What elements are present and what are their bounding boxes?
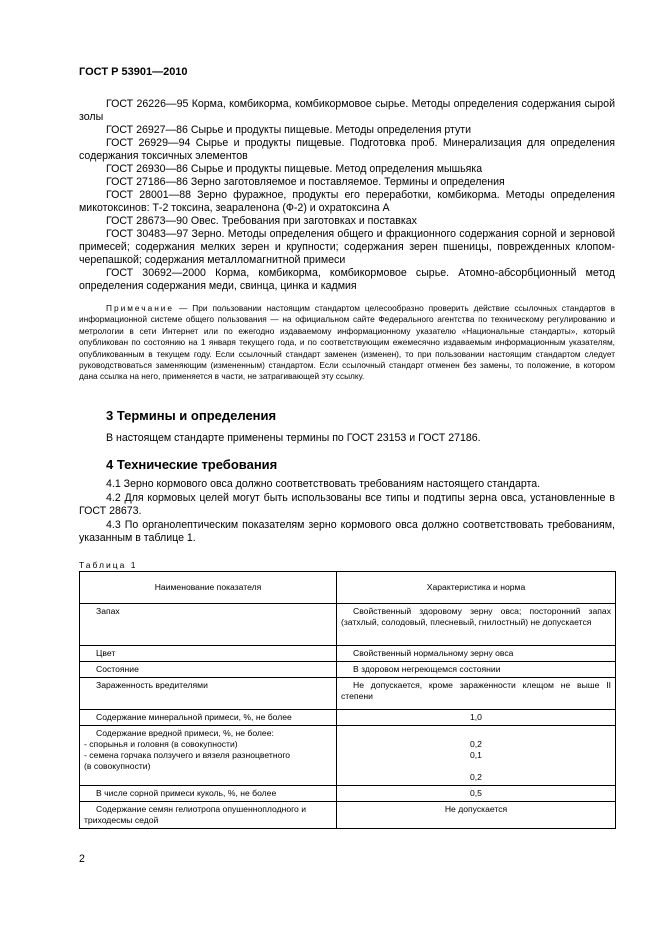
note-paragraph: [79, 303, 615, 383]
table-header-cell: Наименование показателя: [80, 572, 337, 604]
section-4-paragraph: 4.2 Для кормовых целей могут быть использованы все типы и подтипы зерна овса, установленные в ГОСТ 28673.: [79, 491, 615, 517]
note-label: Примечание: [106, 303, 175, 313]
reference-item: ГОСТ 26927—86 Сырье и продукты пищевые. Методы определения ртути: [106, 124, 472, 136]
table-cell: Состояние: [80, 662, 337, 678]
reference-item: ГОСТ 30692—2000 Корма, комбикорма, комбикормовое сырье. Атомно-абсорбционный метод определения содержания меди, свинца, цинка и кадмия: [79, 267, 615, 292]
table-cell: [80, 726, 337, 786]
table-cell: Зараженность вредителями: [80, 678, 337, 710]
normative-references: [79, 98, 615, 293]
table-row: [80, 786, 616, 802]
table-cell: 0,5: [337, 786, 616, 802]
table-value: 0,2: [470, 772, 482, 782]
section-3-heading: 3 Термины и определения: [106, 408, 277, 423]
reference-item: ГОСТ 28673—90 Овес. Требования при заготовках и поставках: [106, 215, 417, 227]
table-cell: Содержание минеральной примеси, %, не более: [80, 710, 337, 726]
section-4-heading: 4 Технические требования: [106, 457, 278, 472]
reference-item: ГОСТ 26226—95 Корма, комбикорма, комбикормовое сырье. Методы определения содержания сырой золы: [79, 98, 615, 123]
section-4-paragraph: 4.3 По органолептическим показателям зерно кормового овса должно соответствовать требованиям, указанным в таблице 1.: [79, 518, 615, 544]
reference-item: ГОСТ 26929—94 Сырье и продукты пищевые. Подготовка проб. Минерализация для определения содержания токсичных элементов: [79, 137, 615, 162]
table-cell: Свойственный нормальному зерну овса: [337, 646, 616, 662]
table-value: 0,1: [470, 750, 482, 760]
table-cell: Запах: [80, 604, 337, 646]
table-cell: В здоровом негреющемся состоянии: [337, 662, 616, 678]
reference-item: ГОСТ 27186—86 Зерно заготовляемое и поставляемое. Термины и определения: [106, 176, 505, 188]
reference-item: ГОСТ 30483—97 Зерно. Методы определения общего и фракционного содержания сорной и зерновой примесей; содержания мелких зерен и крупности; содержания зерен пшеницы, поврежденных клопом-черепашкой; содержания металломагнитной примеси: [79, 228, 615, 266]
table-row: [80, 646, 616, 662]
reference-item: ГОСТ 28001—88 Зерно фуражное, продукты его переработки, комбикорма. Методы определения микотоксинов: Т-2 токсина, зеараленона (Ф-2) и охратоксина А: [79, 189, 615, 214]
table-cell: Не допускается: [337, 802, 616, 829]
table-row: [80, 604, 616, 646]
table-cell-line: Содержание вредной примеси, %, не более:: [96, 728, 274, 738]
requirements-table: [79, 571, 616, 829]
document-header: ГОСТ Р 53901—2010: [79, 66, 188, 78]
note-text: — При пользовании настоящим стандартом целесообразно проверить действие ссылочных стандартов в информационной системе общего пользования — на официальном сайте Федерального агентства по техническому регулированию и метрологии в сети Интернет или по ежегодно издаваемому информационному указателю «Национальные стандарты», который опубликован по состоянию на 1 января текущего года, и по соответствующим ежемесячно издаваемым информационным указателям, опубликованным в текущем году. Если ссылочный стандарт заменен (изменен), то при пользовании настоящим стандартом следует руководствоваться заменяющим (измененным) стандартом. Если ссылочный стандарт отменен без замены, то положение, в котором дана ссылка на него, применяется в части, не затрагивающей эту ссылку.: [79, 303, 615, 382]
table-cell: В числе сорной примеси куколь, %, не более: [80, 786, 337, 802]
table-cell: Содержание семян гелиотропа опушенноплодного и триходесмы седой: [80, 802, 337, 829]
table-cell: Цвет: [80, 646, 337, 662]
section-3-text: В настоящем стандарте применены термины по ГОСТ 23153 и ГОСТ 27186.: [106, 432, 481, 444]
section-4-body: [79, 478, 615, 546]
table-header-row: [80, 572, 616, 604]
table-cell: Не допускается, кроме зараженности клещом не выше II степени: [337, 678, 616, 710]
table-cell: [337, 726, 616, 786]
table-cell-line: - семена горчака ползучего и вязеля разноцветного: [84, 750, 291, 760]
table-row: [80, 802, 616, 829]
page-number: 2: [79, 853, 85, 865]
table-row: [80, 710, 616, 726]
table-cell-line: (в совокупности): [84, 761, 151, 771]
table-cell: Свойственный здоровому зерну овса; посторонний запах (затхлый, солодовый, плесневый, гнилостный) не допускается: [337, 604, 616, 646]
table-caption: Таблица 1: [79, 560, 138, 570]
table-header-cell: Характеристика и норма: [337, 572, 616, 604]
table-cell: 1,0: [337, 710, 616, 726]
reference-item: ГОСТ 26930—86 Сырье и продукты пищевые. Метод определения мышьяка: [106, 163, 483, 175]
table-row: [80, 678, 616, 710]
section-4-paragraph: 4.1 Зерно кормового овса должно соответствовать требованиям настоящего стандарта.: [106, 478, 541, 490]
table-value: 0,2: [470, 739, 482, 749]
table-cell-line: - спорынья и головня (в совокупности): [84, 739, 238, 749]
table-row: [80, 726, 616, 786]
table-row: [80, 662, 616, 678]
